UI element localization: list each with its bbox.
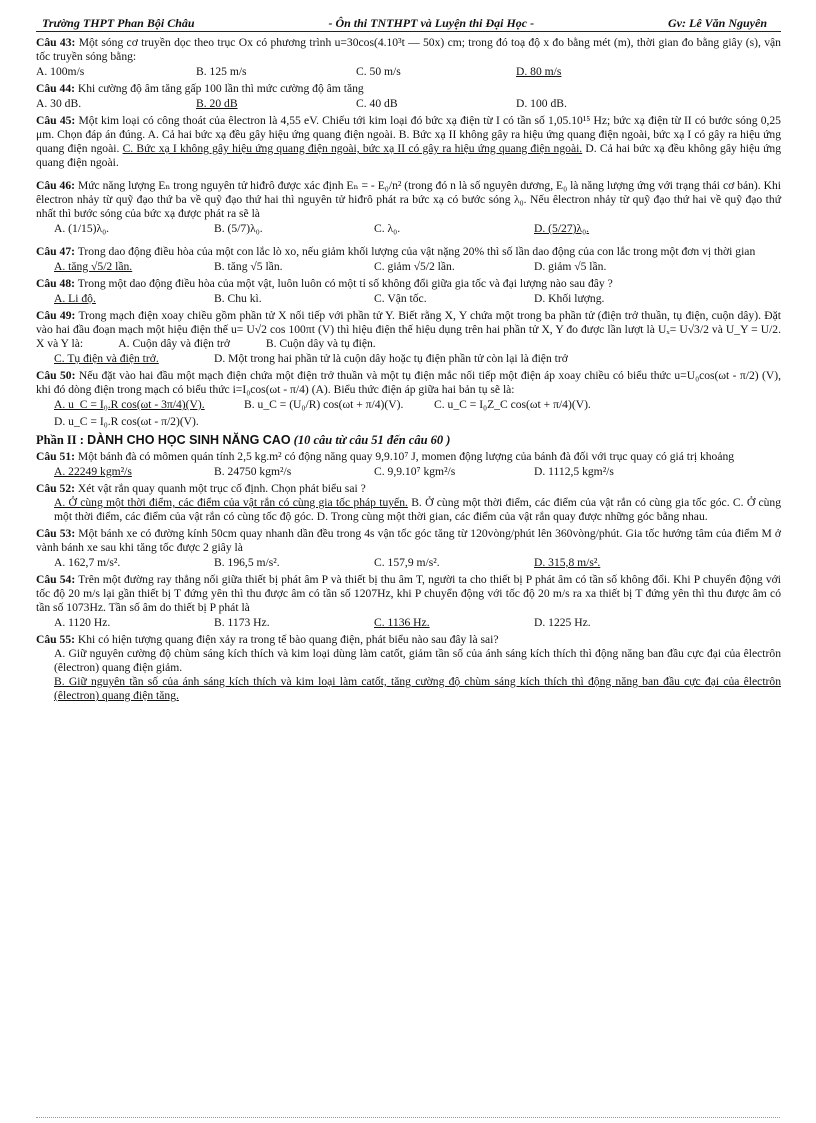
option-d: D. 1112,5 kgm²/s [534,465,614,478]
option-c: C. Bức xạ I không gây hiệu ứng quang điện ngoài, bức xạ II có gây ra hiệu ứng quang điện ngoài. [122,142,583,155]
question-text: Một kim loại có công thoát của êlectron là 4,55 eV. Chiếu tới kim loại đó bức xạ điện từ I có tần số 1,05.10¹⁵ Hz; bức xạ điện từ II có bước sóng 0,25 μm. Chọn đáp án đúng. [36,114,781,141]
option-c: C. 157,9 m/s². [374,556,440,569]
option-a: A. Li độ. [54,292,96,305]
question-50 [36,369,781,429]
question-text: Nếu đặt vào hai đầu một mạch điện chứa một điện trở thuần và một tụ điện mắc nối tiếp một điện áp xoay chiều có biểu thức u=U₀cos(ωt - π/2) (V), khi đó dòng điện trong mạch có biểu thức i=I₀cos(ωt - π/4) (A). Biểu thức điện áp giữa hai bản tụ sẽ là: [36,369,781,396]
page-bottom-divider [36,1117,780,1118]
section-prefix: Phần II : [36,433,84,447]
question-text: Xét vật rắn quay quanh một trục cố định. Chọn phát biểu sai ? [77,482,366,495]
option-d: D. 80 m/s [516,65,562,78]
option-d: D. 100 dB. [516,97,567,110]
option-b: B. 125 m/s [196,65,247,78]
option-c: C. Vận tốc. [374,292,427,305]
question-44 [36,82,781,111]
option-c: C. u_C = I₀Z_C cos(ωt + π/4)(V). [434,398,591,411]
option-a: A. (1/15)λ₀. [54,222,110,235]
header-title: - Ôn thi TNTHPT và Luyện thi Đại Học - [328,16,535,30]
question-label: Câu 53: [36,527,76,540]
question-55 [36,633,781,703]
teacher-name: Gv: Lê Văn Nguyên [668,16,767,30]
option-c: C. 50 m/s [356,65,401,78]
option-a: A. 100m/s [36,65,85,78]
option-c: C. Tụ điện và điện trở. [54,352,159,365]
school-name: Trường THPT Phan Bội Châu [42,16,195,30]
option-a: A. 30 dB. [36,97,82,110]
option-b: B. Ở cùng một thời điểm, các điểm của vật rắn có cùng gia tốc góc. [411,496,730,509]
answer-row [36,292,781,306]
answer-row [36,352,781,366]
question-51 [36,450,781,479]
question-47 [36,245,781,274]
question-text: Một bánh đà có mômen quán tính 2,5 kg.m² có động năng quay 9,9.10⁷ J, momen động lượng của bánh đà đối với trục quay có giá trị khoảng [77,450,735,463]
question-label: Câu 51: [36,450,75,463]
option-a: A. Cả hai bức xạ đều gây hiệu ứng quang điện ngoài. [147,128,396,141]
option-d: D. u_C = I₀.R cos(ωt - π/2)(V). [54,415,199,428]
question-text: Khi cường độ âm tăng gấp 100 lần thì mức cường độ âm tăng [77,82,364,95]
option-a: A. Giữ nguyên cường độ chùm sáng kích thích và kim loại dùng làm catốt, giảm tần số của ánh sáng kích thích thì động năng ban đầu cực đại của êlectrôn (êlectron) quang điện giảm. [54,647,781,674]
answer-row [36,260,781,274]
option-b: B. 24750 kgm²/s [214,465,292,478]
question-48 [36,277,781,306]
question-text: Trên một đường ray thẳng nối giữa thiết bị phát âm P và thiết bị thu âm T, người ta cho thiết bị P phát âm có tần số không đổi. Khi P chuyển động với tốc độ 20 m/s lại gần thiết bị T đứng yên thì thu được âm có tần số 1207Hz, khi P chuyển động với tốc độ 20 m/s ra xa thiết bị T đứng yên thì thu được âm có tần số 1073Hz. Tần số âm do thiết bị P phát là [36,573,781,614]
question-label: Câu 50: [36,369,76,382]
option-b: B. 1173 Hz. [214,616,270,629]
option-b: B. 196,5 m/s². [214,556,280,569]
answer-row [36,616,781,630]
question-label: Câu 55: [36,633,75,646]
question-text: Trong mạch điện xoay chiều gồm phần tử X nối tiếp với phần tử Y. Biết rằng X, Y chứa một trong ba phần tử (điện trở thuần, tụ điện, cuộn dây). Đặt vào hai đầu đoạn mạch một hiệu điện thế u= U√2 cos 100πt (V) thì hiệu điện thế hiệu dụng trên hai phần tử X, Y đo được lần lượt là Uₓ= U√3/2 và U_Y = U/2. X và Y là: [36,309,781,350]
option-d: D. Khối lượng. [534,292,605,305]
option-c: C. λ₀. [374,222,401,235]
option-d: D. Một trong hai phần tử là cuộn dây hoặc tụ điện phần tử còn lại là điện trở [214,352,568,365]
answer-row [36,398,781,412]
option-a: A. Cuộn dây và điện trở [118,337,231,350]
option-c: C. 40 dB [356,97,398,110]
question-label: Câu 43: [36,36,76,49]
question-46 [36,179,781,236]
option-b: B. Giữ nguyên tần số của ánh sáng kích thích và kim loại làm catốt, tăng cường độ chùm sáng kích thích thì động năng ban đầu cực đại của êlectrôn (êlectron) quang điện tăng. [54,675,781,702]
question-label: Câu 45: [36,114,76,127]
option-b: B. Bức xạ II không gây ra hiệu ứng quang điện ngoài, bức xạ I có gây ra hiệu ứng quang điện ngoài. [36,128,782,155]
option-c: C. 9,9.10⁷ kgm²/s [374,465,456,478]
question-43 [36,36,781,79]
question-label: Câu 48: [36,277,75,290]
question-54 [36,573,781,630]
question-label: Câu 47: [36,245,75,258]
answer-block [36,496,781,524]
option-b: B. u_C = (U₀/R) cos(ωt + π/4)(V). [244,398,404,411]
option-d: D. (5/27)λ₀. [534,222,590,235]
option-a: A. 22249 kgm²/s [54,465,132,478]
option-c: C. 1136 Hz. [374,616,430,629]
option-c: C. Ở cùng một thời điểm, các điểm của vật rắn có cùng tốc độ góc. [54,496,782,523]
option-d: D. 1225 Hz. [534,616,591,629]
question-label: Câu 46: [36,179,76,192]
question-label: Câu 52: [36,482,75,495]
option-b: B. (5/7)λ₀. [214,222,263,235]
option-d: D. giảm √5 lần. [534,260,607,273]
section-note: (10 câu từ câu 51 đến câu 60 ) [293,433,451,447]
question-text: Trong dao động điều hòa của một con lắc lò xo, nếu giảm khối lượng của vật nặng 20% thì số lần dao động của con lắc trong một đơn vị thời gian [77,245,756,258]
option-d: D. Trong cùng một thời gian, các điểm của vật rắn quay được những góc bằng nhau. [316,510,708,523]
question-text: Một sóng cơ truyền dọc theo trục Ox có phương trình u=30cos(4.10³t — 50x) cm; trong đó toạ độ x đo bằng mét (m), thời gian đo bằng giây (s), vận tốc truyền sóng bằng: [36,36,781,63]
question-49 [36,309,781,366]
option-d: D. Cả hai bức xạ đều không gây hiệu ứng quang điện ngoài. [36,142,781,169]
answer-row [36,222,781,236]
answer-row [36,556,781,570]
question-label: Câu 49: [36,309,76,322]
question-label: Câu 54: [36,573,76,586]
option-b: B. Chu kì. [214,292,262,305]
option-d: D. 315,8 m/s². [534,556,601,569]
question-45 [36,114,781,170]
answer-row [36,97,781,111]
answer-row [36,465,781,479]
question-text: Mức năng lượng Eₙ trong nguyên tử hiđrô được xác định Eₙ = - E₀/n² (trong đó n là số nguyên dương, E₀ là năng lượng ứng với trạng thái cơ bản). Khi êlectron nhảy từ quỹ đạo thứ ba về quỹ đạo thứ hai thì nguyên tử hiđrô phát ra bức xạ có bước sóng λ₀. Nếu êlectron nhảy từ quỹ đạo thứ hai về quỹ đạo thứ nhất thì bước sóng của bức xạ được phát ra sẽ là [36,179,781,220]
question-text: Một bánh xe có đường kính 50cm quay nhanh dần đều trong 4s vận tốc góc tăng từ 120vòng/phút lên 360vòng/phút. Gia tốc hướng tâm của điểm M ở vành bánh xe sau khi tăng tốc được 2 giây là [36,527,781,554]
question-52 [36,482,781,524]
exam-page [36,16,781,706]
page-header [36,16,781,32]
option-b: B. tăng √5 lần. [214,260,283,273]
option-c: C. giảm √5/2 lần. [374,260,455,273]
option-b-wrap [36,675,781,703]
option-a: A. 162,7 m/s². [54,556,121,569]
section-title: DÀNH CHO HỌC SINH NĂNG CAO [87,433,291,447]
question-text: Trong một dao động điều hòa của một vật, luôn luôn có một tỉ số không đổi giữa gia tốc và đại lượng nào sau đây ? [77,277,613,290]
option-b: B. 20 dB [196,97,238,110]
option-b: B. Cuộn dây và tụ điện. [265,337,376,350]
option-a: A. tăng √5/2 lần. [54,260,133,273]
option-a: A. Ở cùng một thời điểm, các điểm của vật rắn có cùng gia tốc pháp tuyến. [54,496,408,509]
option-a: A. u_C = I₀.R cos(ωt - 3π/4)(V). [54,398,205,411]
question-text: Khi có hiện tượng quang điện xảy ra trong tế bào quang điện, phát biểu nào sau đây là sai? [77,633,499,646]
option-a: A. 1120 Hz. [54,616,111,629]
question-53 [36,527,781,570]
answer-row [36,65,781,79]
section-heading [36,433,781,447]
question-label: Câu 44: [36,82,75,95]
